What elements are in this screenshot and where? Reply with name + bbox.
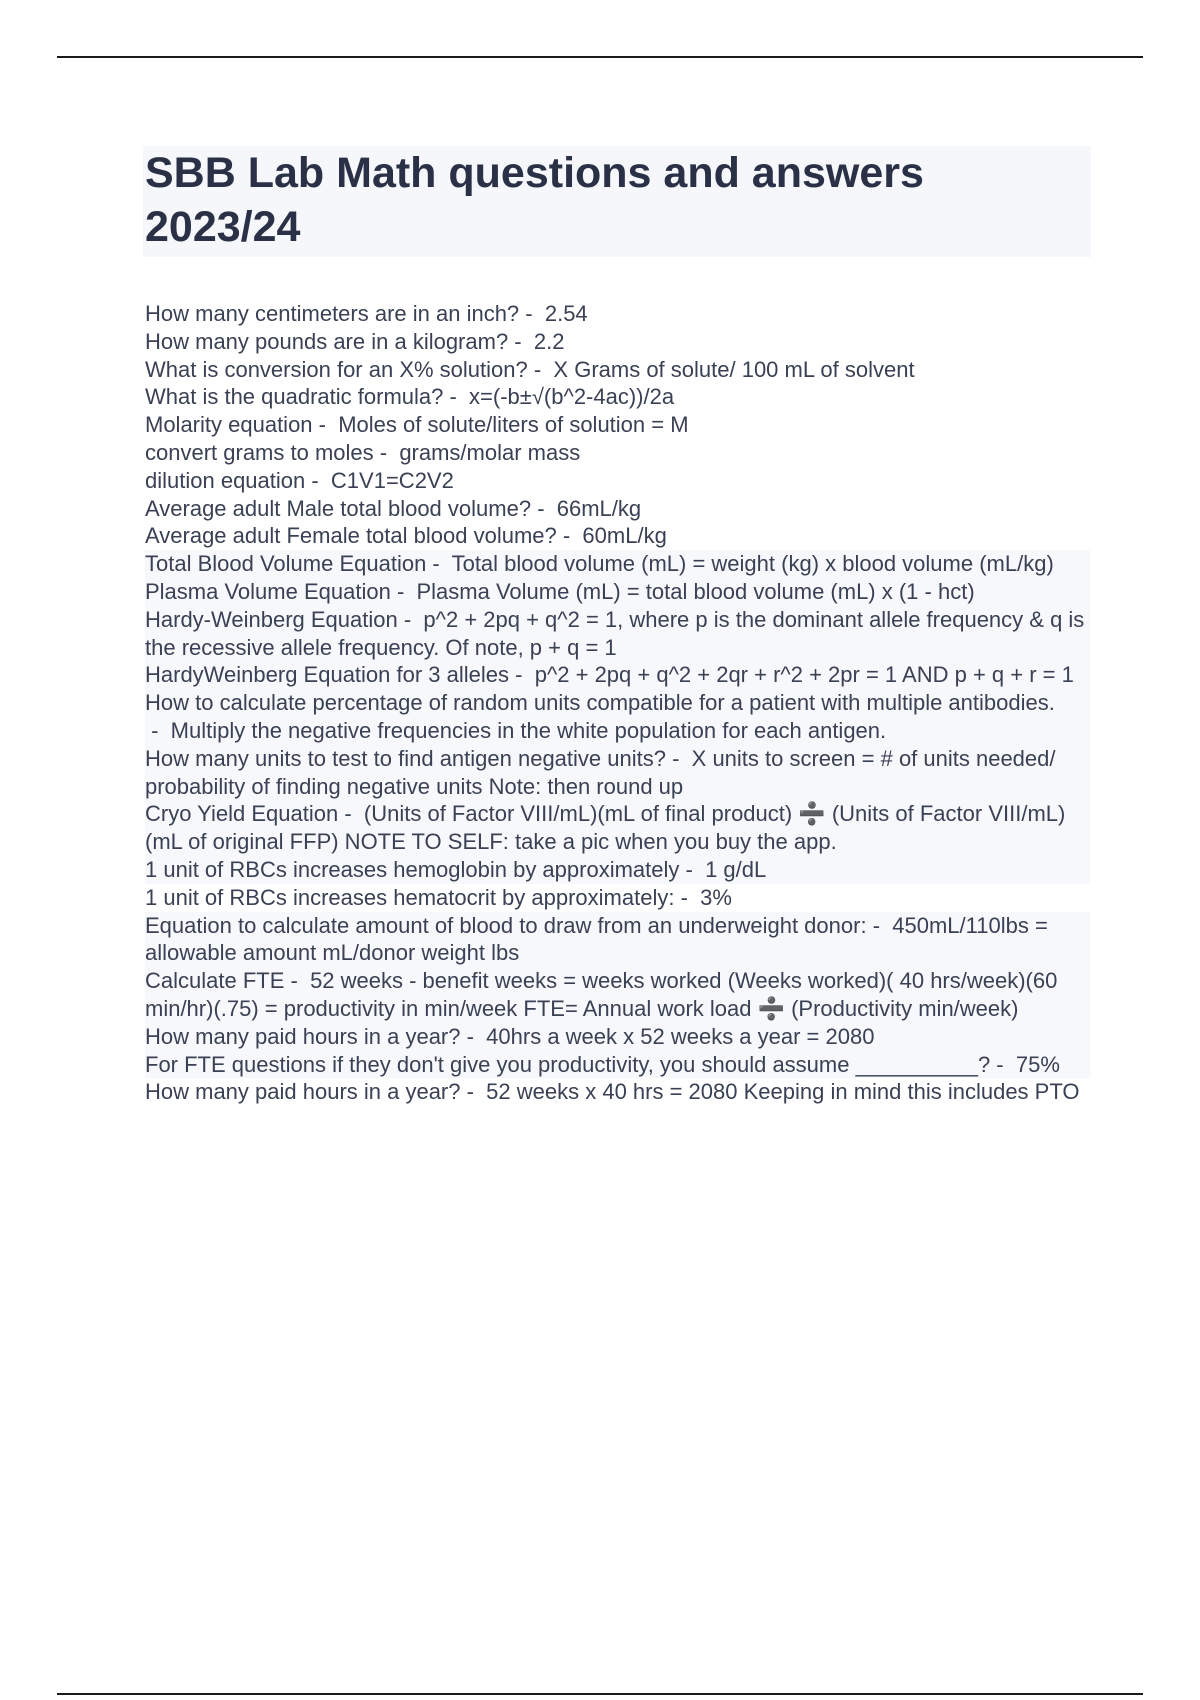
question-text: dilution equation <box>145 467 306 493</box>
answer-text: 52 weeks - benefit weeks = weeks worked (Weeks worked)( 40 hrs/week)(60 min/hr)(.75) = productivity in min/week FTE= Annual work load ➗ (Productivity min/week) <box>145 968 1058 1021</box>
answer-text: p^2 + 2pq + q^2 + 2qr + r^2 + 2pr = 1 AND p + q + r = 1 <box>534 662 1074 688</box>
answer-text: Multiply the negative frequencies in the white population for each antigen. <box>170 717 887 743</box>
qa-separator: - <box>674 884 701 910</box>
qa-item <box>145 856 1090 884</box>
qa-item <box>145 967 1090 1023</box>
qa-separator: - <box>460 1079 487 1105</box>
answer-text: C1V1=C2V2 <box>330 467 454 493</box>
qa-item <box>145 745 1090 801</box>
answer-text: 75% <box>1015 1051 1060 1077</box>
qa-item <box>145 912 1090 968</box>
question-text: Cryo Yield Equation <box>145 801 339 827</box>
question-text: How many paid hours in a year? <box>145 1079 461 1105</box>
qa-separator: - <box>556 523 583 549</box>
answer-text: 40hrs a week x 52 weeks a year = 2080 <box>486 1023 875 1049</box>
qa-item <box>145 578 1090 606</box>
qa-list <box>145 300 1090 1106</box>
question-text: 1 unit of RBCs increases hemoglobin by approximately <box>145 856 680 882</box>
answer-text: x=(-b±√(b^2-4ac))/2a <box>469 384 675 410</box>
qa-separator: - <box>665 745 692 771</box>
qa-separator: - <box>508 328 534 354</box>
answer-text: 2.54 <box>544 301 588 326</box>
question-text: How many units to test to find antigen negative units? <box>145 745 666 771</box>
title-block <box>143 146 1091 257</box>
qa-separator: - <box>866 912 893 938</box>
qa-item <box>145 300 1090 328</box>
question-text: How many centimeters are in an inch? <box>145 301 520 326</box>
page-bottom-rule <box>57 1693 1143 1695</box>
qa-item <box>145 411 1090 439</box>
qa-separator: - <box>443 384 470 410</box>
question-text: HardyWeinberg Equation for 3 alleles <box>145 662 510 688</box>
qa-separator: - <box>531 495 557 521</box>
answer-text: 3% <box>700 884 732 910</box>
question-text: Average adult Male total blood volume? <box>145 495 532 521</box>
question-text: Average adult Female total blood volume? <box>145 523 557 549</box>
qa-separator: - <box>679 856 706 882</box>
answer-text: p^2 + 2pq + q^2 = 1, where p is the dominant allele frequency & q is the recessive allele frequency. Of note, p + q = 1 <box>145 606 1085 660</box>
question-text: For FTE questions if they don't give you productivity, you should assume __________? <box>145 1051 991 1077</box>
qa-separator: - <box>373 439 400 465</box>
qa-item <box>145 606 1090 662</box>
qa-separator: - <box>426 551 452 577</box>
qa-item <box>145 1051 1090 1079</box>
qa-separator: - <box>305 467 331 493</box>
qa-item <box>145 661 1090 689</box>
qa-separator: - <box>527 356 554 382</box>
answer-text: (Units of Factor VIII/mL)(mL of final product) ➗ (Units of Factor VIII/mL)(mL of original FFP) NOTE TO SELF: take a pic when you buy the app. <box>145 801 1066 855</box>
answer-text: 450mL/110lbs = allowable amount mL/donor weight lbs <box>145 912 1048 966</box>
answer-text: Plasma Volume (mL) = total blood volume (mL) x (1 - hct) <box>416 578 975 604</box>
qa-item <box>145 328 1090 356</box>
question-text: Molarity equation <box>145 412 313 438</box>
answer-text: X units to screen = # of units needed/ probability of finding negative units Note: then round up <box>145 745 1056 799</box>
answer-text: 52 weeks x 40 hrs = 2080 Keeping in mind this includes PTO <box>486 1079 1080 1105</box>
qa-item <box>145 356 1090 384</box>
qa-separator: - <box>509 662 535 688</box>
qa-separator: - <box>519 301 545 326</box>
question-text: Calculate FTE <box>145 968 285 994</box>
question-text: Plasma Volume Equation <box>145 578 391 604</box>
qa-separator: - <box>145 717 171 743</box>
qa-item <box>145 884 1090 912</box>
qa-item <box>145 522 1090 550</box>
qa-item <box>145 467 1090 495</box>
qa-separator: - <box>390 578 417 604</box>
qa-item <box>145 800 1090 856</box>
qa-item <box>145 1078 1090 1106</box>
answer-text: 66mL/kg <box>556 495 642 521</box>
question-text: convert grams to moles <box>145 439 374 465</box>
answer-text: grams/molar mass <box>399 439 581 465</box>
question-text: Hardy-Weinberg Equation <box>145 606 398 632</box>
answer-text: Moles of solute/liters of solution = M <box>338 412 689 438</box>
qa-item <box>145 439 1090 467</box>
qa-separator: - <box>338 801 364 827</box>
answer-text: Total blood volume (mL) = weight (kg) x blood volume (mL/kg) <box>451 551 1054 577</box>
question-text: Total Blood Volume Equation <box>145 551 427 577</box>
answer-text: X Grams of solute/ 100 mL of solvent <box>553 356 915 382</box>
document-title: SBB Lab Math questions and answers 2023/24 <box>145 149 924 251</box>
answer-text: 1 g/dL <box>705 856 767 882</box>
qa-separator: - <box>312 412 339 438</box>
question-text: How many pounds are in a kilogram? <box>145 328 509 354</box>
qa-item <box>145 495 1090 523</box>
qa-item <box>145 550 1090 578</box>
qa-separator: - <box>990 1051 1016 1077</box>
page-top-rule <box>57 56 1143 58</box>
qa-item <box>145 1023 1090 1051</box>
qa-separator: - <box>284 968 311 994</box>
answer-text: 2.2 <box>533 328 565 354</box>
answer-text: 60mL/kg <box>582 523 667 549</box>
qa-item <box>145 383 1090 411</box>
question-text: Equation to calculate amount of blood to draw from an underweight donor: <box>145 912 867 938</box>
question-text: What is conversion for an X% solution? <box>145 356 528 382</box>
question-text: What is the quadratic formula? <box>145 384 444 410</box>
qa-separator: - <box>460 1023 487 1049</box>
question-text: How many paid hours in a year? <box>145 1023 461 1049</box>
question-text: 1 unit of RBCs increases hematocrit by approximately: <box>145 884 675 910</box>
qa-separator: - <box>397 606 424 632</box>
question-text: How to calculate percentage of random units compatible for a patient with multiple antibodies. <box>145 690 1055 716</box>
qa-item <box>145 689 1090 745</box>
